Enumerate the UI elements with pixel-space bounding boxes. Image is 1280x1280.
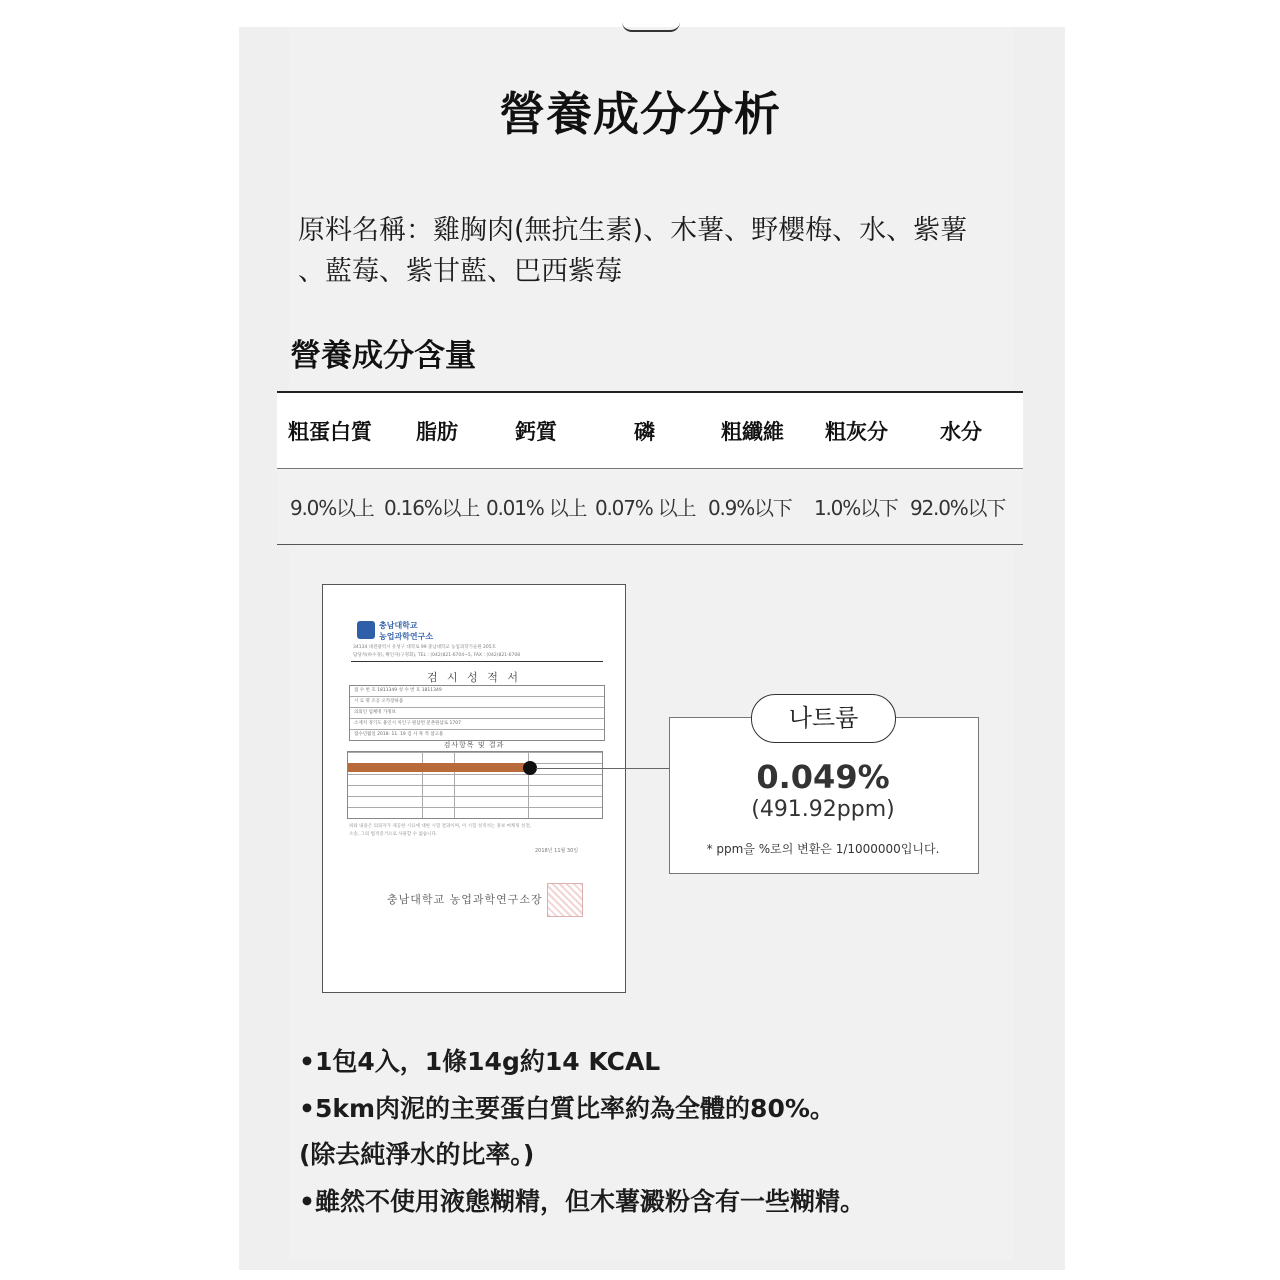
value-cell-calcium: 0.01% 以上 [486,496,587,520]
header-cell-calcium: 鈣質 [515,419,557,444]
sodium-result-highlight [348,763,528,772]
header-cell-fat: 脂肪 [416,419,458,444]
callout-connector-line [536,768,670,769]
header-cell-moisture: 水分 [940,419,982,444]
bullet-item: •1包4入，1條14g約14 KCAL [299,1047,661,1076]
report-signature: 충남대학교 농업과학연구소장 [387,893,543,906]
sodium-ppm: (491.92ppm) [751,797,895,822]
value-cell-fat: 0.16%以上 [384,496,480,520]
bullet-item: •雖然不使用液態糊精，但木薯澱粉含有一些糊精。 [299,1187,865,1216]
report-address-line-2: 담당자(하수경), 확인자(구정회), TEL : (042)821-6704~5, FAX : (042)821-6708 [353,653,521,658]
report-title: 검 시 성 적 서 [426,671,522,684]
header-cell-fiber: 粗纖維 [721,419,784,444]
report-grid-row: 시 료 명 조공 오카장하품 [350,697,604,708]
value-cell-fiber: 0.9%以下 [708,496,792,520]
university-logo-icon [357,621,375,639]
official-seal-icon [547,883,583,917]
nutrition-table [277,391,1023,545]
report-divider [351,661,603,662]
report-section-title: 검사항목 및 결과 [443,741,505,749]
grid-line [422,752,423,818]
ingredients-line-1: 原料名稱：雞胸肉(無抗生素)、木薯、野櫻梅、水、紫薯 [298,215,968,246]
report-institute-name: 농업과학연구소 [379,632,434,641]
value-cell-moisture: 92.0%以下 [910,496,1006,520]
sodium-percent: 0.049% [756,758,890,796]
ingredients-text [298,210,998,292]
value-cell-protein: 9.0%以上 [290,496,374,520]
report-footnote-2: 소송, 그외 법적증거으로 사용할 수 없습니다. [349,832,438,837]
bullet-item: (除去純淨水的比率。) [299,1140,535,1169]
header-cell-ash: 粗灰分 [825,419,888,444]
grid-line [454,752,455,818]
report-date: 2018년 11월 30일 [535,848,579,854]
header-cell-phosphorus: 磷 [634,419,655,444]
value-cell-ash: 1.0%以下 [814,496,898,520]
nutrition-header-row [277,393,1023,469]
nutrition-subtitle: 營養成分含量 [290,338,476,374]
report-results-grid [347,751,603,819]
top-notch [622,22,680,32]
ingredients-line-2: 、藍莓、紫甘藍、巴西紫莓 [298,256,622,287]
report-grid-row: 접수년월일 2018. 11. 19 검 사 목 적 참고용 [354,732,444,737]
callout-pointer-dot [523,761,537,775]
report-info-grid [349,685,605,741]
bullet-item: •5km肉泥的主要蛋白質比率約為全體的80%。 [299,1094,835,1123]
header-cell-protein: 粗蛋白質 [288,419,372,444]
report-grid-row: 의뢰인 업체명 가정보 [350,708,604,719]
ppm-conversion-note: * ppm을 %로의 변환은 1/1000000입니다. [706,842,940,856]
report-grid-row: 소재지 경기도 용인시 처인구 원삼면 문촌원삼로 1707 [350,719,604,730]
value-cell-phosphorus: 0.07% 以上 [595,496,696,520]
test-report-document [322,584,626,993]
report-grid-row: 접 수 번 호 1811349 성 수 번 호 1811349 [350,686,604,697]
page-title: 營養成分分析 [499,87,781,141]
report-university-name: 충남대학교 [379,621,418,630]
report-address-line-1: 34134 대전광역시 유성구 대학로 99 충남대학교 농업과학기술원 205호 [353,645,496,650]
nutrition-value-row [277,469,1023,544]
report-footnote-1: 위와 내용은 의뢰자가 제공한 시료에 대한 시험 결과이며, 이 시험 성적서는 홍보 마케팅 선전, [349,824,532,829]
sodium-label-pill: 나트륨 [751,694,896,743]
